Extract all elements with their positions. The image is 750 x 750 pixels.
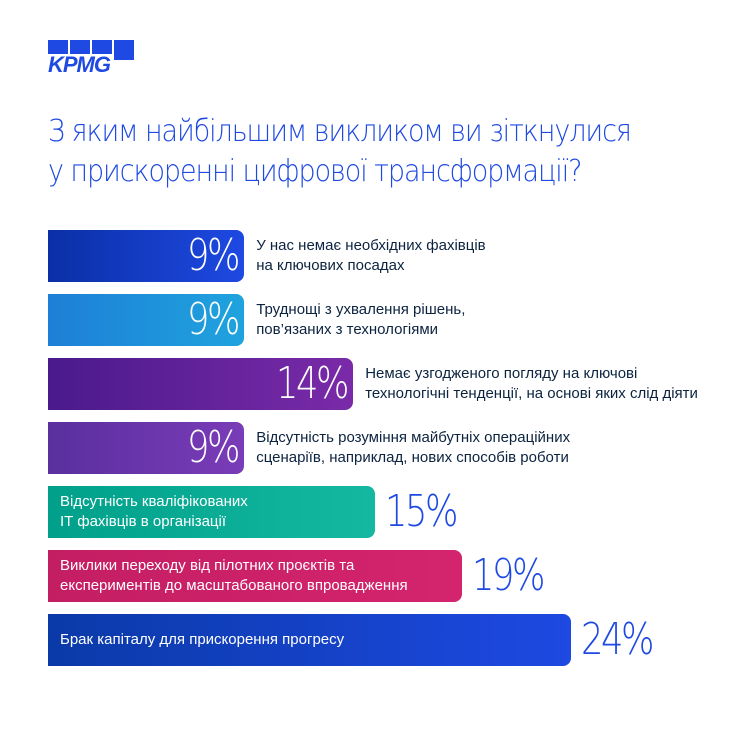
- bar-category-label-7: Брак капіталу для прискорення прогресу: [60, 631, 345, 648]
- bar-category-label-6: Виклики переходу від пілотних проєктів та експериментів до масштабованого впровадження: [60, 557, 408, 594]
- bar-category-label-1: У нас немає необхідних фахівців на ключових посадах: [256, 237, 486, 274]
- bar-category-label-4: Відсутність розуміння майбутніх операційних сценаріїв, наприклад, нових способів роботи: [256, 429, 571, 466]
- bar-value-label-1: 9%: [187, 230, 239, 281]
- title-line-2: у прискоренні цифрової трансформації?: [48, 154, 582, 189]
- bar-value-label-7: 24%: [581, 614, 653, 665]
- bar-category-label-2: Труднощі з ухвалення рішень, пов’язаних з технологіями: [256, 301, 466, 338]
- logo-text: KPMG: [48, 52, 110, 77]
- bar-category-label-3: Немає узгодженого погляду на ключові технологічні тенденції, на основі яких слід діяти: [365, 365, 698, 402]
- bar-value-label-4: 9%: [187, 422, 239, 473]
- bar-value-label-5: 15%: [385, 486, 457, 537]
- bar-value-label-3: 14%: [276, 358, 348, 409]
- bar-category-label-5: Відсутність кваліфікованих IT фахівців в організації: [60, 493, 248, 530]
- title-line-1: З яким найбільшим викликом ви зіткнулися: [48, 114, 631, 149]
- bar-value-label-6: 19%: [472, 550, 544, 601]
- bar-value-label-2: 9%: [187, 294, 239, 345]
